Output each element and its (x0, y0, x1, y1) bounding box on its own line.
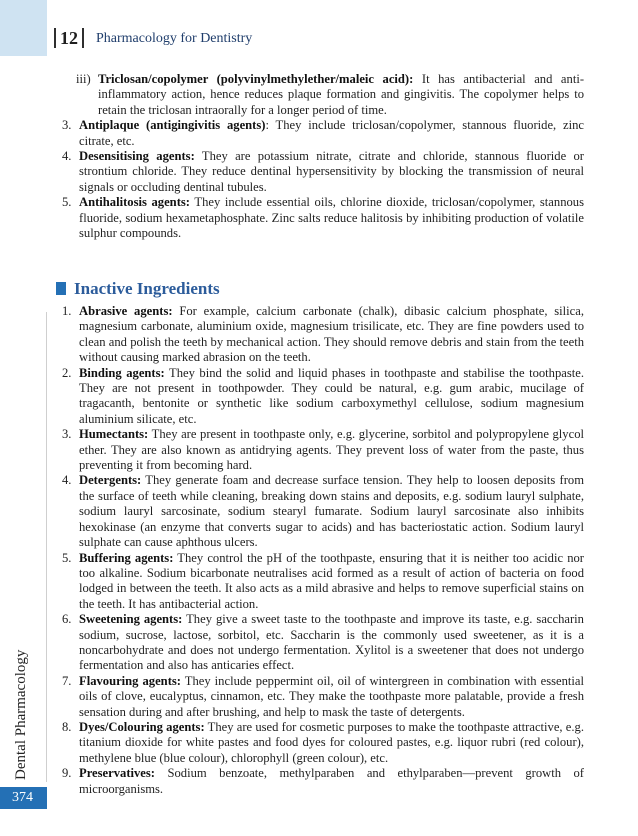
list-item (62, 612, 584, 674)
page-number-box (0, 787, 47, 809)
section-heading (56, 279, 220, 299)
item-text: They include peppermint oil, oil of wintergreen in combination with essential oils of clove, eucalyptus, cinnamon, etc. They make the toothpaste more palatable, provide a fresh sensation during and after brushing, and help to mask the taste of detergents. (79, 673, 584, 719)
item-text: They control the pH of the toothpaste, ensuring that it is neither too acidic nor too alkaline. Sodium bicarbonate neutralises acid formed as a result of action of bacteria on food lodged in between the teeth. It also acts as a mild abrasive and helps to remove superficial stains on the teeth. It has antibacterial action. (79, 550, 584, 611)
list-item (62, 473, 584, 550)
item-term: Abrasive agents: (79, 304, 173, 318)
item-number: 4. (62, 473, 72, 488)
item-number: 5. (62, 550, 72, 565)
chapter-number: 12 (54, 28, 84, 48)
item-term: Sweetening agents: (79, 612, 183, 627)
active-ingredients-continued (62, 72, 584, 241)
page-header (0, 0, 638, 56)
item-number: 1. (62, 304, 72, 318)
section-heading-text: Inactive Ingredients (74, 279, 220, 298)
item-term: Detergents: (79, 473, 142, 488)
item-text: It has antibacterial and anti-inflammatory action, hence reduces plaque formation and gingivitis. The copolymer helps to retain the triclosan intraorally for a longer period of time. (98, 72, 585, 117)
item-text: Sodium benzoate, methylparaben and ethylparaben—prevent growth of microorganisms. (79, 766, 584, 796)
item-number: 3. (62, 118, 72, 133)
item-text: They are used for cosmetic purposes to make the toothpaste attractive, e.g. titanium dioxide for white pastes and food dyes for coloured pastes, e.g. liquor rubri (red colour), methylene blue (blue colour), chlorophyll (green colour), etc. (79, 719, 584, 765)
item-term: Preservatives: (79, 766, 155, 781)
item-text: For example, calcium carbonate (chalk), dibasic calcium phosphate, silica, magnesium carbonate, aluminium oxide, magnesium trisilicate, etc. They are fine powders used to clean and polish the teeth by mechanical action. They should remove debris and stain from the teeth without causing marked abrasion on the teeth. (79, 304, 585, 365)
item-text: They include essential oils, chlorine dioxide, triclosan/copolymer, stannous fluoride, sodium hexametaphosphate. Zinc salts reduce halitosis by inhibiting production of volatile sulphur compounds. (79, 195, 584, 241)
item-text: They generate foam and decrease surface tension. They help to loosen deposits from the surface of teeth while cleaning, breaking down stains and deposits, e.g. sodium lauryl sulphate, sodium lauryl sarcosinate, sodium stearyl fumarate. Sodium lauryl sarcosinate also inhibits hexokinase (an enzyme that converts sugar to acids) and has bacteriostatic action. Sodium lauryl sulphate can cause aphthous ulcers. (79, 473, 584, 550)
heading-square-icon (56, 282, 66, 295)
item-term: Dyes/Colouring agents: (79, 719, 205, 734)
item-term: Humectants: (79, 427, 149, 442)
item-number: 4. (62, 149, 72, 164)
item-text: They give a sweet taste to the toothpaste and improve its taste, e.g. saccharin sodium, sucrose, lactose, sorbitol, etc. Saccharin is the commonly used sweetener, as it is a noncarbohydrate and does not undergo fermentation. Xylitol is a sweetener that does not undergo fermentation and also has anticaries effect. (79, 612, 584, 673)
item-term: Antiplaque (antigingivitis agents) (79, 118, 266, 133)
item-text: They are present in toothpaste only, e.g. glycerine, sorbitol and polypropylene glycol ether. They are also known as antidrying agents. They prevent loss of water from the paste, thus preventing it from becoming hard. (79, 427, 584, 473)
side-section-label: Dental Pharmacology (13, 649, 29, 780)
item-term: Flavouring agents: (79, 673, 181, 688)
book-title: Pharmacology for Dentistry (96, 31, 253, 46)
list-item (62, 304, 584, 366)
margin-rule (46, 312, 47, 782)
item-number: 8. (62, 719, 72, 734)
item-text: They bind the solid and liquid phases in toothpaste and stabilise the toothpaste. They are not present in toothpowder. They could be natural, e.g. gum arabic, mucilage of tragacanth, bentonite or synthetic like sodium carboxymethyl cellulose, sodium magnesium aluminium silicate, etc. (79, 365, 584, 426)
item-number: iii) (76, 72, 91, 86)
page-number: 374 (12, 790, 33, 805)
item-term: Antihalitosis agents: (79, 195, 190, 210)
header-shade (0, 0, 47, 56)
item-number: 3. (62, 427, 72, 442)
list-item (62, 118, 584, 149)
item-number: 2. (62, 365, 72, 380)
list-item (62, 149, 584, 195)
item-term: Binding agents: (79, 365, 165, 380)
inactive-ingredients-list (62, 304, 584, 797)
list-item (62, 72, 584, 118)
item-term: Desensitising agents: (79, 149, 195, 164)
item-number: 6. (62, 612, 72, 627)
item-text: They are potassium nitrate, citrate and chloride, stannous fluoride or strontium chloride. They reduce dentinal hypersensitivity by blocking the transmission of neural signals or occluding dentinal tubules. (79, 149, 584, 194)
item-text: : They include triclosan/copolymer, stannous fluoride, zinc citrate, etc. (79, 118, 584, 148)
list-item (62, 427, 584, 473)
item-number: 5. (62, 195, 72, 210)
list-item (62, 766, 584, 797)
list-item (62, 674, 584, 720)
list-item (62, 366, 584, 428)
list-item (62, 720, 584, 766)
list-item (62, 195, 584, 241)
item-term: Triclosan/copolymer (polyvinylmethylether/maleic acid): (98, 72, 414, 86)
item-term: Buffering agents: (79, 550, 174, 565)
item-number: 9. (62, 766, 72, 781)
item-number: 7. (62, 673, 72, 688)
list-item (62, 551, 584, 613)
